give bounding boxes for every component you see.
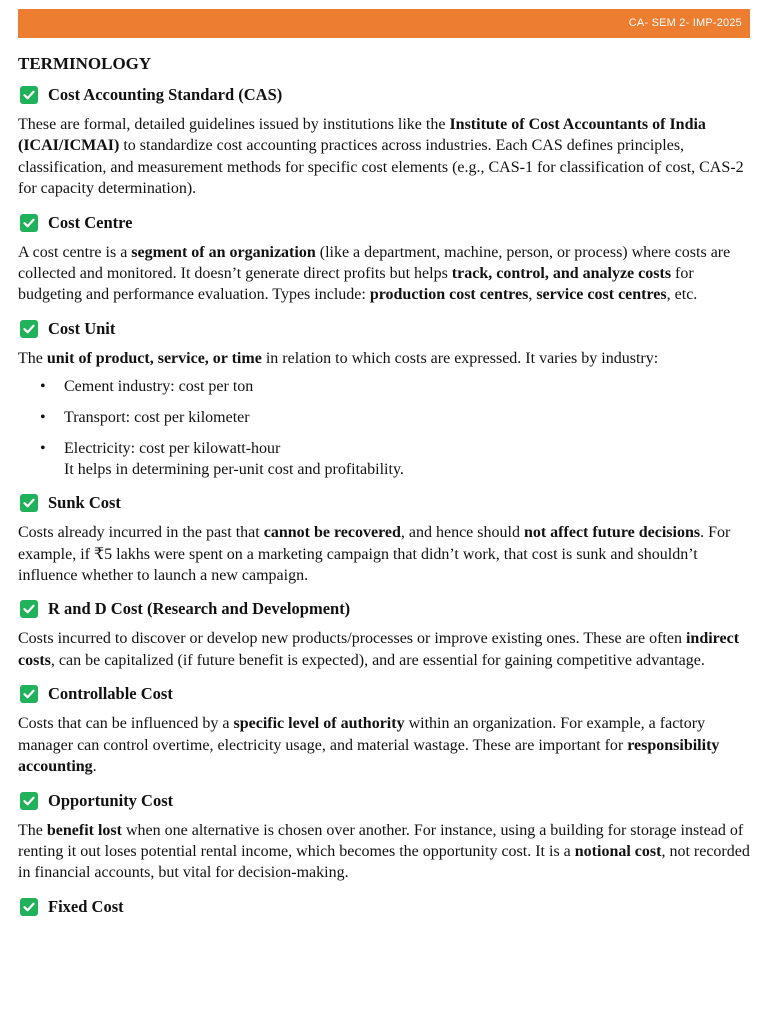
header-bar xyxy=(18,9,750,38)
term-description: A cost centre is a segment of an organization (like a department, machine, person, or process) where costs are collected and monitored. It doesn’t generate direct profits but helps track, control, and analyze costs for budgeting and performance evaluation. Types include: production cost centres, service cost centres, etc. xyxy=(18,243,731,304)
document-body xyxy=(18,53,752,930)
term-opportunity-cost xyxy=(18,790,752,884)
check-mark-icon xyxy=(20,600,38,618)
term-title: R and D Cost (Research and Development) xyxy=(48,599,351,619)
check-mark-icon xyxy=(20,494,38,512)
header-text: CA- SEM 2- IMP-2025 xyxy=(628,17,742,29)
term-title: Cost Unit xyxy=(48,318,116,338)
term-description: The benefit lost when one alternative is chosen over another. For instance, using a building for storage instead of renting it out loses potential rental income, which becomes the opportunity cost. It is a notional cost, not recorded in financial accounts, but vital for decision-making. xyxy=(18,821,750,882)
term-heading xyxy=(18,896,752,918)
term-description: Costs that can be influenced by a specific level of authority within an organization. For example, a factory manager can control overtime, electricity usage, and material wastage. These are important for responsibility accounting. xyxy=(18,715,720,776)
check-mark-icon xyxy=(20,86,38,104)
term-description: These are formal, detailed guidelines issued by institutions like the Institute of Cost Accountants of India (ICAI/ICMAI) to standardize cost accounting practices across industries. Each CAS defines principles, classification, and measurement methods for specific cost elements (e.g., CAS-1 for classification of cost, CAS-2 for capacity determination). xyxy=(18,116,744,198)
term-description: Costs incurred to discover or develop new products/processes or improve existing ones. These are often indirect costs, can be capitalized (if future benefit is expected), and are essential for gaining competitive advantage. xyxy=(18,630,740,669)
term-controllable-cost xyxy=(18,683,752,777)
term-description: Costs already incurred in the past that cannot be recovered, and hence should not affect future decisions. For example, if ₹5 lakhs were spent on a marketing campaign that didn’t work, that cost is sunk and shouldn’t influence whether to launch a new campaign. xyxy=(18,524,731,585)
check-mark-icon xyxy=(20,214,38,232)
term-sunk-cost xyxy=(18,492,752,586)
bullet-note: It helps in determining per-unit cost and profitability. xyxy=(64,461,404,479)
term-heading xyxy=(18,492,752,514)
term-cas xyxy=(18,84,752,200)
term-heading xyxy=(18,598,752,620)
term-heading xyxy=(18,683,752,705)
check-mark-icon xyxy=(20,898,38,916)
page-title: TERMINOLOGY xyxy=(18,54,152,73)
list-item: • Electricity: cost per kilowatt-hour It helps in determining per-unit cost and profitability. xyxy=(18,438,752,480)
term-title: Sunk Cost xyxy=(48,493,121,513)
term-rd-cost xyxy=(18,598,752,671)
term-fixed-cost xyxy=(18,896,752,918)
term-heading xyxy=(18,318,752,340)
term-heading xyxy=(18,790,752,812)
list-item: • Cement industry: cost per ton xyxy=(18,376,752,397)
term-title: Controllable Cost xyxy=(48,684,173,704)
term-heading xyxy=(18,212,752,234)
term-title: Cost Accounting Standard (CAS) xyxy=(48,85,283,104)
check-mark-icon xyxy=(20,320,38,338)
term-title: Cost Centre xyxy=(48,212,133,232)
bullet-list xyxy=(18,376,752,480)
check-mark-icon xyxy=(20,685,38,703)
term-title: Opportunity Cost xyxy=(48,790,174,810)
term-title: Fixed Cost xyxy=(48,896,124,916)
term-cost-centre xyxy=(18,212,752,306)
list-item: • Transport: cost per kilometer xyxy=(18,407,752,428)
check-mark-icon xyxy=(20,792,38,810)
term-cost-unit xyxy=(18,318,752,480)
term-description: The unit of product, service, or time in relation to which costs are expressed. It varies by industry: xyxy=(18,349,659,367)
term-heading xyxy=(18,84,752,106)
